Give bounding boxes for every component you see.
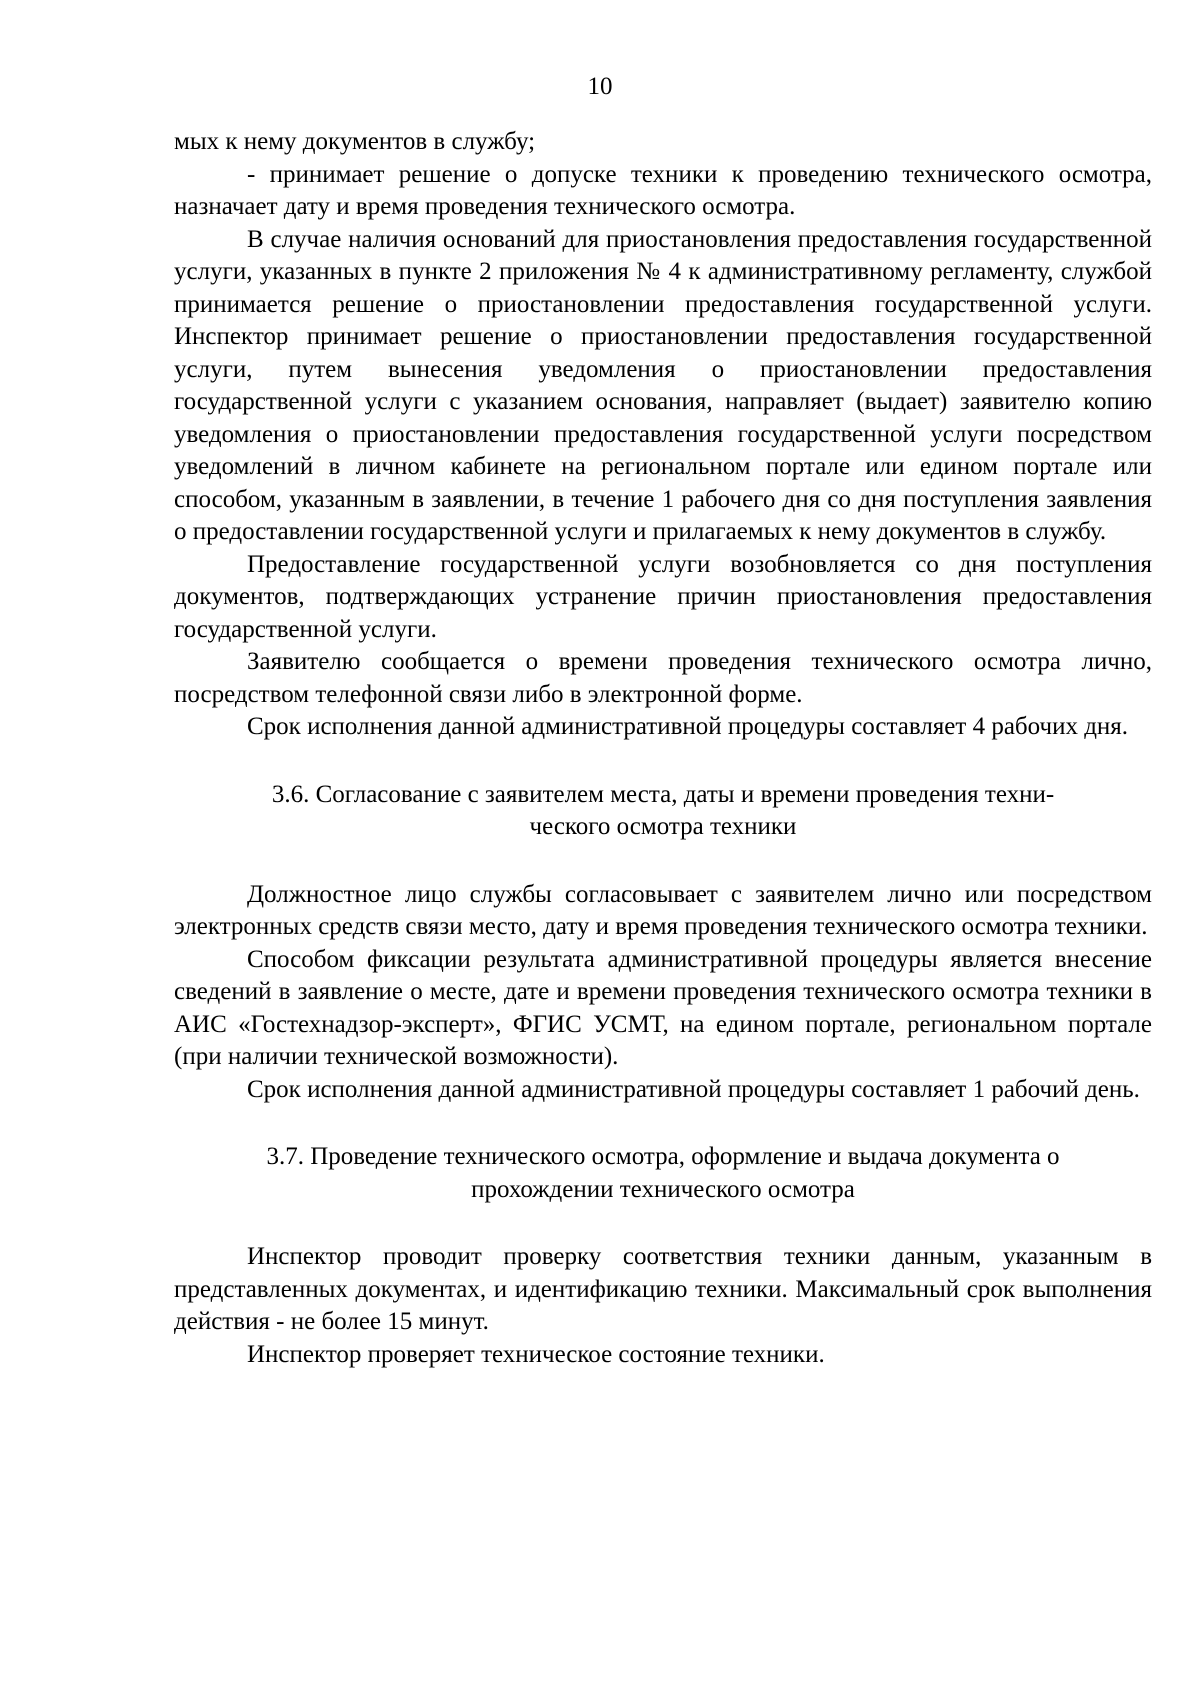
heading-line: 3.6. Согласование с заявителем места, даты и времени проведения техни- (271, 780, 1055, 808)
section-heading-3-7 (174, 1141, 1152, 1206)
section-heading-3-6 (174, 779, 1152, 844)
paragraph: Срок исполнения данной административной процедуры составляет 4 рабочих дня. (247, 713, 1129, 740)
page-number: 10 (587, 73, 613, 100)
document-body (174, 126, 1152, 1371)
paragraph: Способом фиксации результата административной процедуры является внесение сведений в заявление о месте, дате и времени проведения технического осмотра техники в АИС «Гостехнадзор-эксперт», ФГИС УСМТ, на едином портале, региональном портале (при наличии технической возможности). (174, 945, 1152, 1070)
heading-line: ческого осмотра техники (529, 813, 797, 840)
paragraph: - принимает решение о допуске техники к проведению технического осмотра, назначает дату и время проведения технического осмотра. (174, 160, 1152, 220)
paragraph: Предоставление государственной услуги возобновляется со дня поступления документов, подтверждающих устранение причин приостановления предоставления государственной услуги. (174, 550, 1152, 643)
paragraph: Должностное лицо службы согласовывает с заявителем лично или посредством электронных средств связи место, дату и время проведения технического осмотра техники. (174, 880, 1152, 940)
paragraph: Инспектор проводит проверку соответствия техники данным, указанным в представленных документах, и идентификацию техники. Максимальный срок выполнения действия - не более 15 минут. (174, 1243, 1152, 1335)
paragraph: В случае наличия оснований для приостановления предоставления государственной услуги, указанных в пункте 2 приложения № 4 к административному регламенту, службой принимается решение о приостановлении предоставления государственной услуги. Инспектор принимает решение о приостановлении предоставления государственной услуги, путем вынесения уведомления о приостановлении предоставления государственной услуги с указанием основания, направляет (выдает) заявителю копию уведомления о приостановлении предоставления государственной услуги посредством уведомлений в личном кабинете на региональном портале или едином портале или способом, указанным в заявлении, в течение 1 рабочего дня со дня поступления заявления о предоставлении государственной услуги и прилагаемых к нему документов в службу. (174, 225, 1152, 545)
heading-line: прохождении технического осмотра (471, 1175, 855, 1203)
paragraph: Инспектор проверяет техническое состояние техники. (247, 1340, 825, 1368)
paragraph: Срок исполнения данной административной процедуры составляет 1 рабочий день. (247, 1075, 1140, 1103)
paragraph: мых к нему документов в службу; (174, 128, 536, 155)
paragraph: Заявителю сообщается о времени проведения технического осмотра лично, посредством телефонной связи либо в электронной форме. (174, 648, 1152, 708)
heading-line: 3.7. Проведение технического осмотра, оформление и выдача документа о (266, 1143, 1060, 1170)
